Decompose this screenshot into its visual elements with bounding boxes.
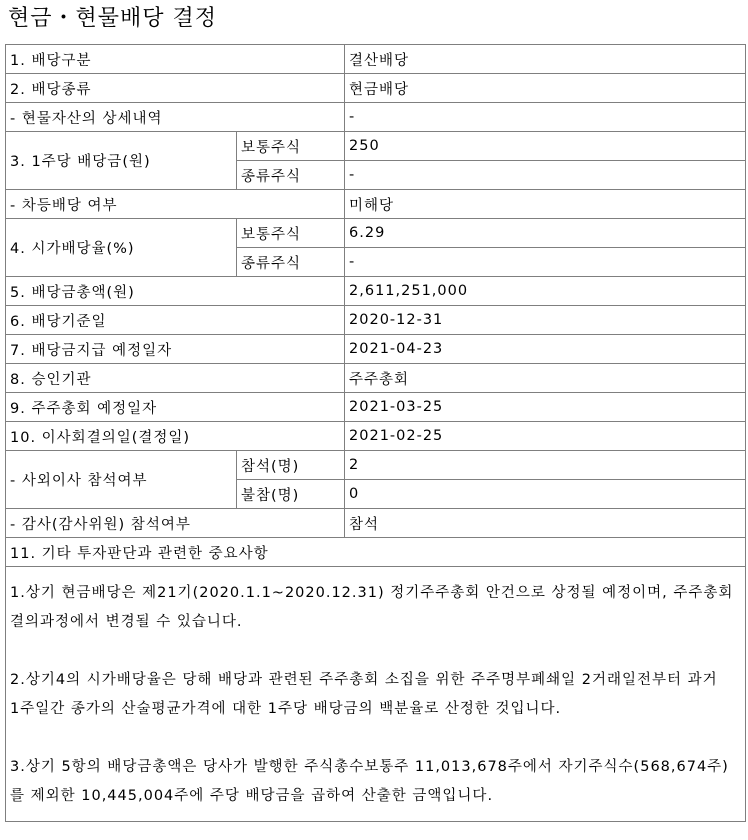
row-value: 2021-04-23 xyxy=(345,335,746,364)
table-row xyxy=(6,74,746,103)
row-value: 주주총회 xyxy=(345,364,746,393)
notes-cell xyxy=(6,567,746,822)
note-paragraph: 2.상기4의 시가배당율은 당해 배당과 관련된 주주총회 소집을 위한 주주명부폐쇄일 2거래일전부터 과거 1주일간 종가의 산술평균가격에 대한 1주당 배당금의 백분율로 산정한 것입니다. xyxy=(10,672,718,717)
row-label: 8. 승인기관 xyxy=(6,364,345,393)
row-label: - 사외이사 참석여부 xyxy=(6,451,237,509)
row-label: - 차등배당 여부 xyxy=(6,190,345,219)
note-paragraph: 1.상기 현금배당은 제21기(2020.1.1~2020.12.31) 정기주주총회 안건으로 상정될 예정이며, 주주총회 결의과정에서 변경될 수 있습니다. xyxy=(10,585,734,630)
row-value: 0 xyxy=(345,480,746,509)
row-value: 6.29 xyxy=(345,219,746,248)
table-row xyxy=(6,132,746,161)
row-label: 6. 배당기준일 xyxy=(6,306,345,335)
row-value: 250 xyxy=(345,132,746,161)
table-row xyxy=(6,451,746,480)
row-label: 11. 기타 투자판단과 관련한 중요사항 xyxy=(6,538,746,567)
row-sublabel: 불참(명) xyxy=(237,480,345,509)
row-value: 결산배당 xyxy=(345,45,746,74)
dividend-table xyxy=(5,44,746,822)
row-label: 1. 배당구분 xyxy=(6,45,345,74)
row-sublabel: 보통주식 xyxy=(237,132,345,161)
table-row xyxy=(6,509,746,538)
row-value: 2 xyxy=(345,451,746,480)
row-value: 현금배당 xyxy=(345,74,746,103)
row-value: 2021-03-25 xyxy=(345,393,746,422)
notes-row xyxy=(6,567,746,822)
row-label: 10. 이사회결의일(결정일) xyxy=(6,422,345,451)
table-row xyxy=(6,103,746,132)
note-paragraph: 3.상기 5항의 배당금총액은 당사가 발행한 주식총수보통주 11,013,678주에서 자기주식수(568,674주)를 제외한 10,445,004주에 주당 배당금을 곱하여 산출한 금액입니다. xyxy=(10,759,729,804)
row-label: 3. 1주당 배당금(원) xyxy=(6,132,237,190)
table-row xyxy=(6,277,746,306)
row-value: - xyxy=(345,161,746,190)
row-label: 4. 시가배당율(%) xyxy=(6,219,237,277)
table-row xyxy=(6,335,746,364)
row-value: 2020-12-31 xyxy=(345,306,746,335)
row-sublabel: 참석(명) xyxy=(237,451,345,480)
row-sublabel: 종류주식 xyxy=(237,161,345,190)
row-label: 9. 주주총회 예정일자 xyxy=(6,393,345,422)
row-value: 참석 xyxy=(345,509,746,538)
table-row xyxy=(6,45,746,74)
row-label: - 감사(감사위원) 참석여부 xyxy=(6,509,345,538)
row-sublabel: 보통주식 xyxy=(237,219,345,248)
row-label: 7. 배당금지급 예정일자 xyxy=(6,335,345,364)
table-row xyxy=(6,306,746,335)
row-value: 2,611,251,000 xyxy=(345,277,746,306)
page-title: 현금・현물배당 결정 xyxy=(8,6,218,31)
row-label: 2. 배당종류 xyxy=(6,74,345,103)
row-label: 5. 배당금총액(원) xyxy=(6,277,345,306)
table-row xyxy=(6,538,746,567)
table-row xyxy=(6,393,746,422)
table-row xyxy=(6,422,746,451)
row-value: 2021-02-25 xyxy=(345,422,746,451)
row-value: - xyxy=(345,103,746,132)
row-sublabel: 종류주식 xyxy=(237,248,345,277)
table-row xyxy=(6,219,746,248)
row-value: - xyxy=(345,248,746,277)
table-row xyxy=(6,190,746,219)
row-label: - 현물자산의 상세내역 xyxy=(6,103,345,132)
row-value: 미해당 xyxy=(345,190,746,219)
table-row xyxy=(6,364,746,393)
